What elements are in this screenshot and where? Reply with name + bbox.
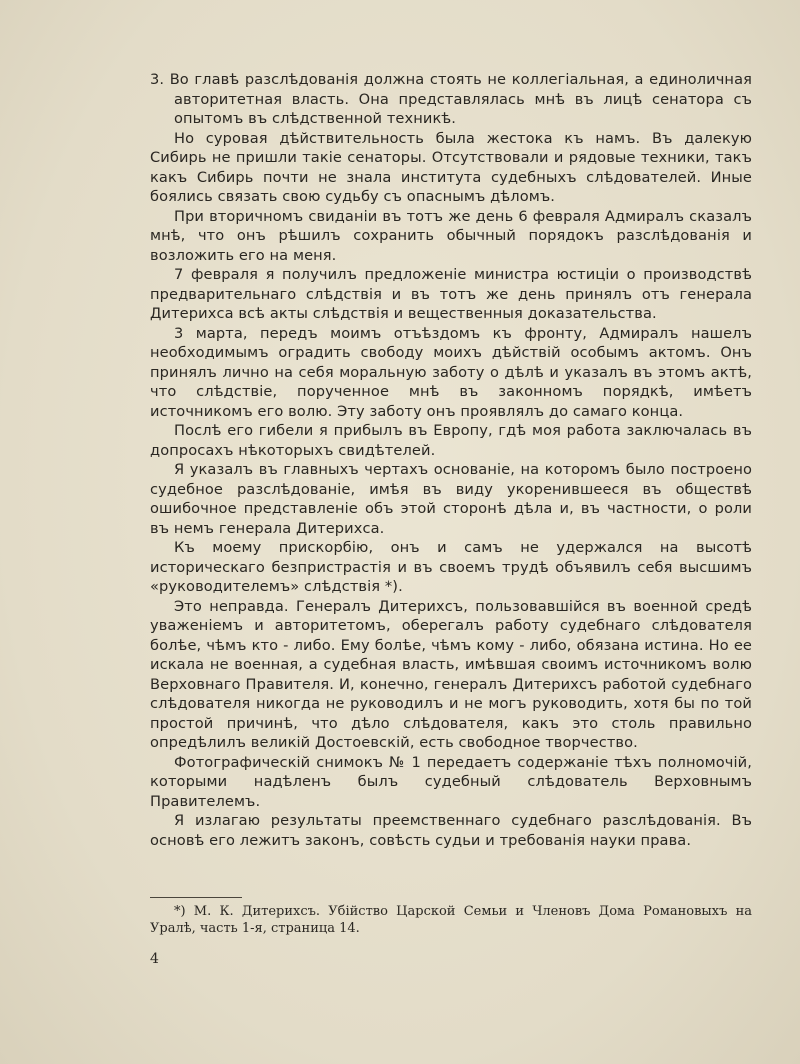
paragraph: 7 февраля я получилъ предложеніе министра юстиціи о производствѣ предварительнаго слѣдствія и въ тотъ же день принялъ отъ генерала Дитерихса всѣ акты слѣдствія и вещественныя доказательства.: [150, 266, 752, 322]
footnote-divider: [150, 897, 242, 898]
paragraph: Послѣ его гибели я прибылъ въ Европу, гдѣ моя работа заключалась въ допросахъ нѣкоторыхъ свидѣтелей.: [150, 422, 752, 459]
main-text: [150, 70, 752, 850]
paragraph: Фотографическій снимокъ № 1 передаетъ содержаніе тѣхъ полномочій, которыми надѣленъ былъ судебный слѣдователь Верховнымъ Правителемъ.: [150, 753, 752, 810]
paragraph: При вторичномъ свиданіи въ тотъ же день 6 февраля Адмиралъ сказалъ мнѣ, что онъ рѣшилъ сохранить обычный порядокъ разслѣдованія и возложить его на меня.: [150, 207, 752, 264]
paragraph: Я излагаю результаты преемственнаго судебнаго разслѣдованія. Въ основѣ его лежитъ законъ, совѣсть судьи и требованія науки права.: [150, 812, 752, 849]
footnote: *) М. К. Дитерихсъ. Убійство Царской Семьи и Членовъ Дома Романовыхъ на Уралѣ, часть 1-я, страница 14.: [150, 904, 752, 936]
paragraph: Но суровая дѣйствительность была жестока къ намъ. Въ далекую Сибирь не пришли такіе сенаторы. Отсутствовали и рядовые техники, такъ какъ Сибирь почти не знала института судебныхъ слѣдователей. Иные боялись связать свою судьбу съ опаснымъ дѣломъ.: [150, 129, 752, 205]
paragraph: Къ моему прискорбію, онъ и самъ не удержался на высотѣ историческаго безпристрастія и въ своемъ трудѣ объявилъ себя высшимъ «руководителемъ» слѣдствія *).: [150, 539, 752, 595]
page-number: 4: [150, 951, 159, 967]
paragraph: 3 марта, передъ моимъ отъѣздомъ къ фронту, Адмиралъ нашелъ необходимымъ оградить свободу моихъ дѣйствій особымъ актомъ. Онъ принялъ лично на себя моральную заботу о дѣлѣ и указалъ въ этомъ актѣ, что слѣдствіе, порученное мнѣ въ законномъ порядкѣ, имѣетъ источникомъ его волю. Эту заботу онъ проявлялъ до самаго конца.: [150, 324, 752, 420]
paragraph: Я указалъ въ главныхъ чертахъ основаніе, на которомъ было построено судебное разслѣдованіе, имѣя въ виду укоренившееся въ обществѣ ошибочное представленіе объ этой сторонѣ дѣла и, въ частности, о роли въ немъ генерала Дитерихса.: [150, 461, 752, 537]
paragraph-point-3: 3. Во главѣ разслѣдованія должна стоять не коллегіальная, а единоличная авторитетная власть. Она представлялась мнѣ въ лицѣ сенатора съ опытомъ въ слѣдственной техникѣ.: [150, 71, 752, 127]
paragraph: Это неправда. Генералъ Дитерихсъ, пользовавшійся въ военной средѣ уваженіемъ и авторитетомъ, оберегалъ работу судебнаго слѣдователя болѣе, чѣмъ кто - либо. Ему болѣе, чѣмъ кому - либо, обязана истина. Но ее искала не военная, а судебная власть, имѣвшая своимъ источникомъ волю Верховнаго Правителя. И, конечно, генералъ Дитерихсъ работой судебнаго слѣдователя никогда не руководилъ и не могъ руководить, хотя бы по той простой причинѣ, что дѣло слѣдователя, какъ это столь правильно опредѣлилъ великій Достоевскій, есть свободное творчество.: [150, 597, 752, 751]
